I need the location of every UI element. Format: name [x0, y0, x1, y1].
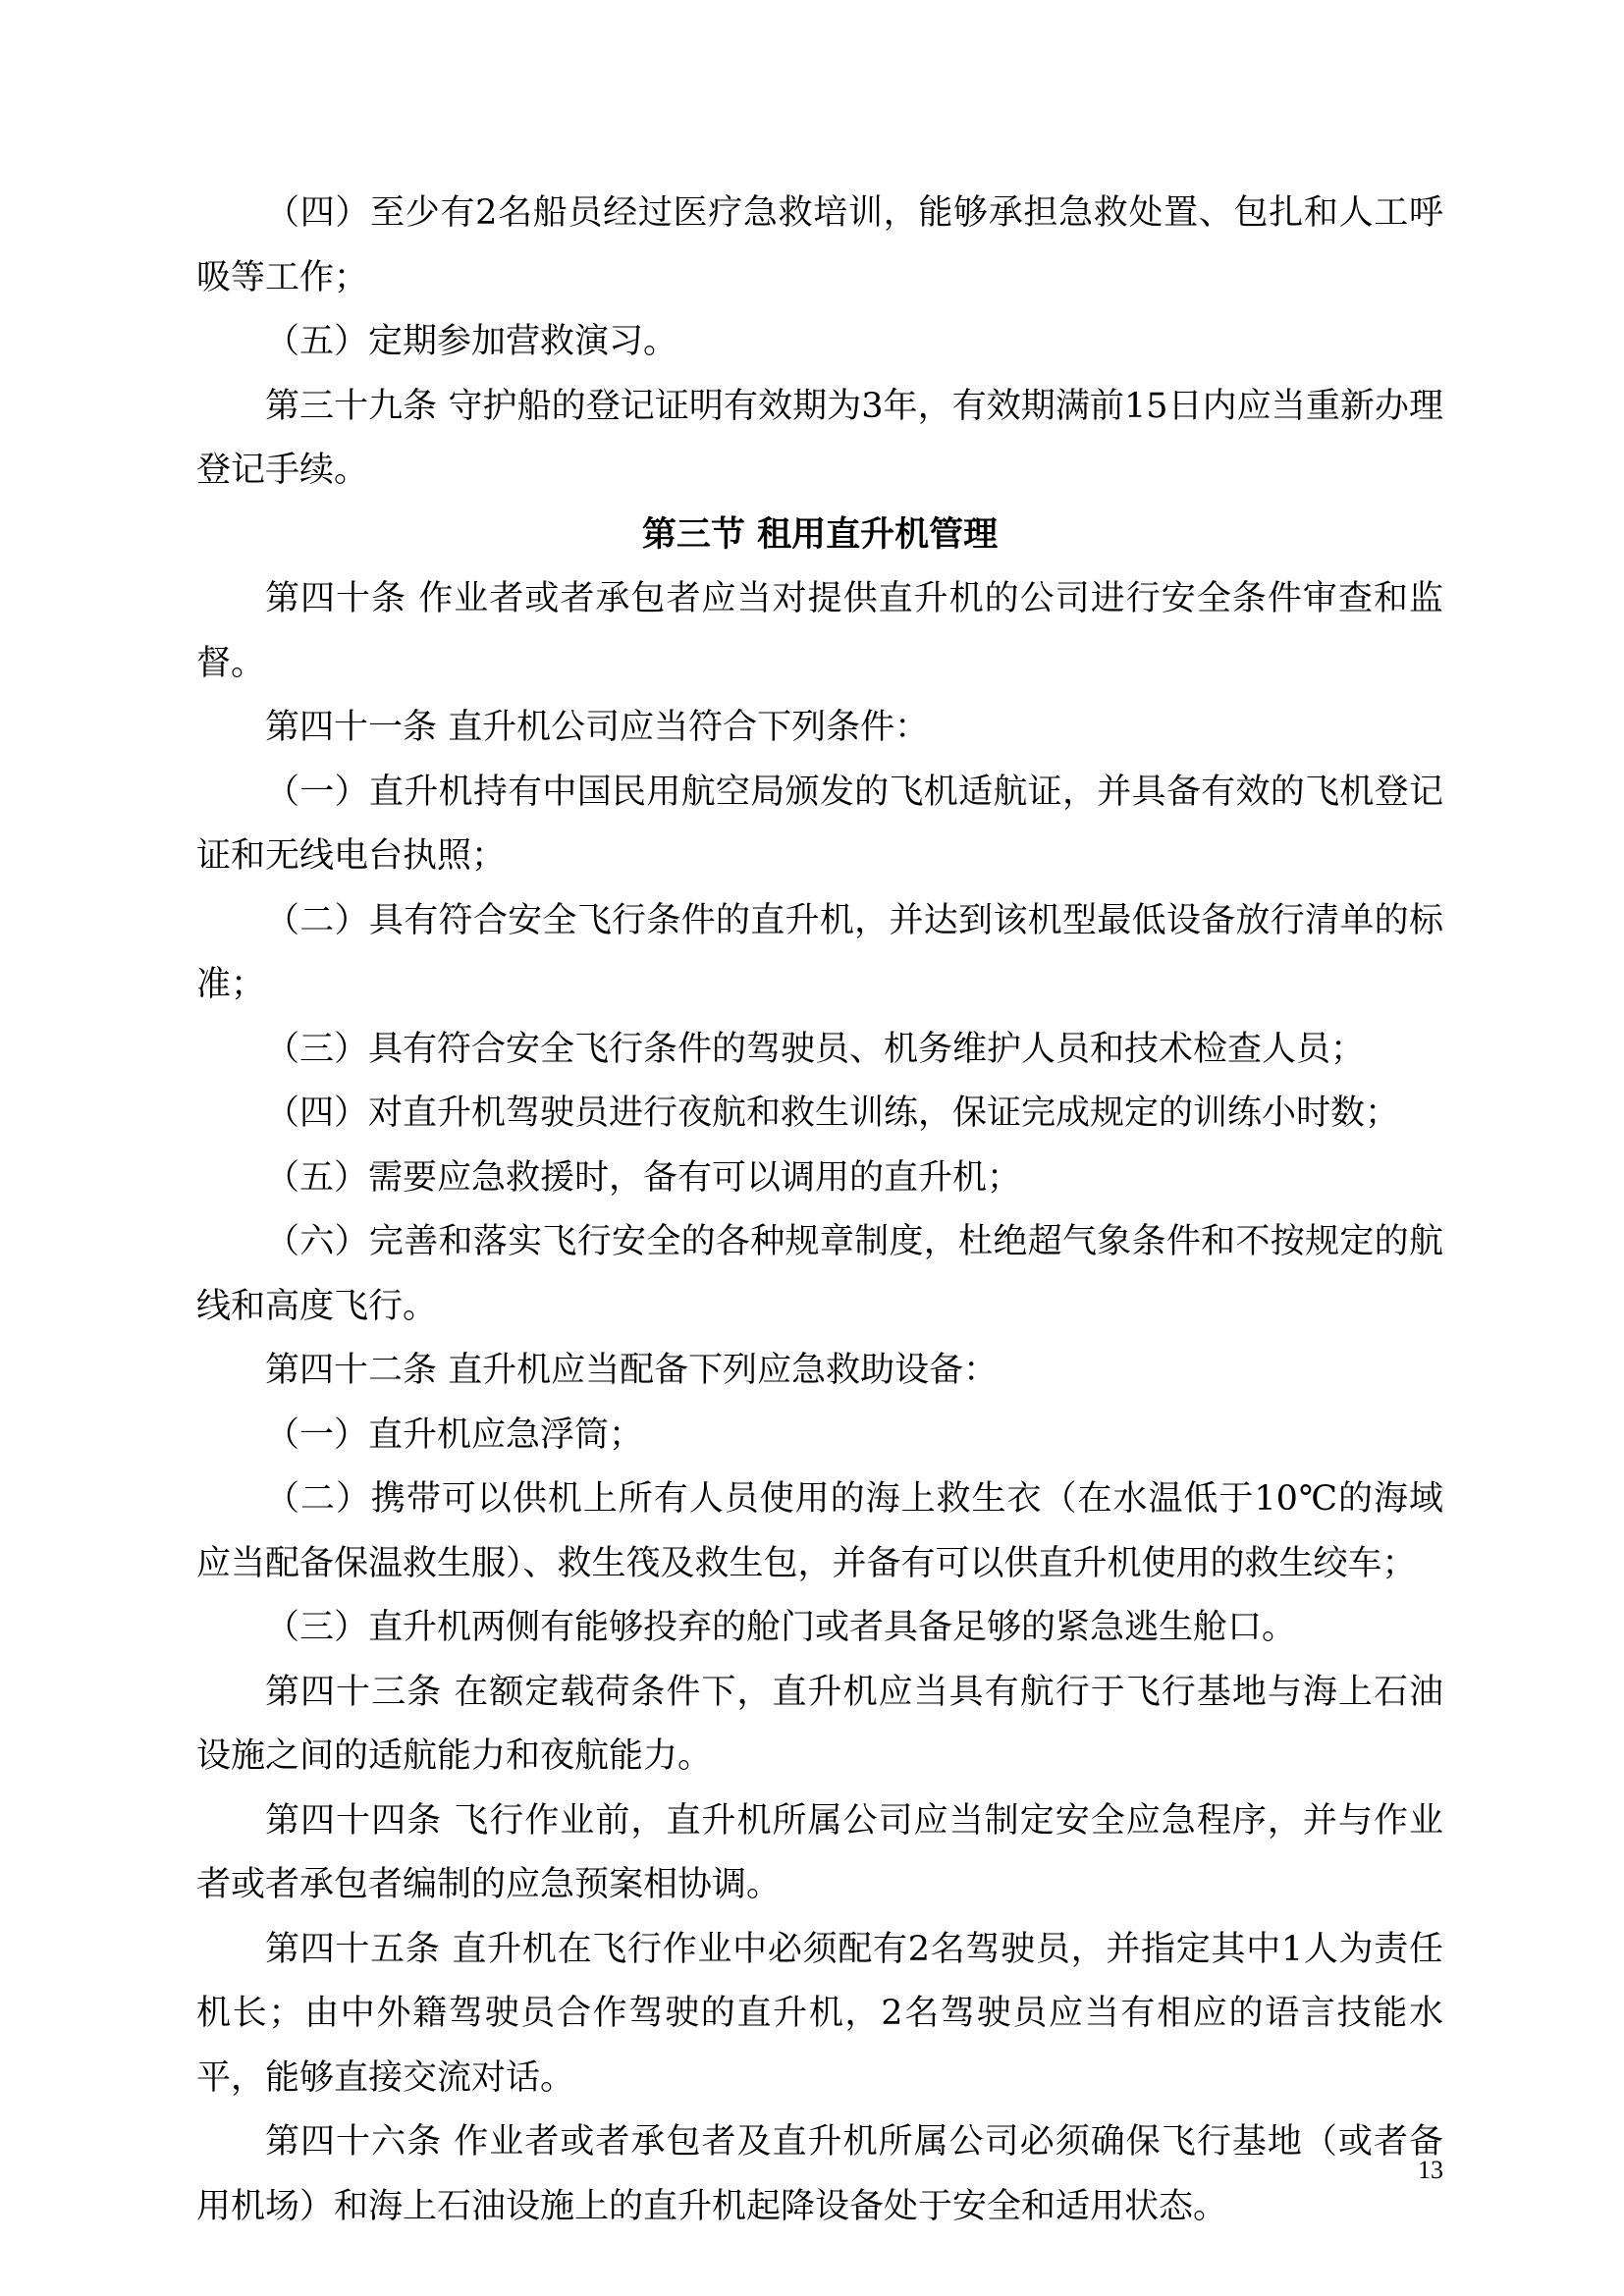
- paragraph-article-44: 第四十四条 飞行作业前，直升机所属公司应当制定安全应急程序，并与作业者或者承包者编制的应急预案相协调。: [196, 1800, 1443, 1904]
- paragraph-item-4-first-aid: （四）至少有2名船员经过医疗急救培训，能够承担急救处置、包扎和人工呼吸等工作；: [196, 193, 1443, 297]
- paragraph-article-41-item-5: （五）需要应急救援时，备有可以调用的直升机；: [265, 1157, 1022, 1198]
- section-heading: 第三节 租用直升机管理: [641, 514, 999, 555]
- paragraph-article-41-item-3: （三）具有符合安全飞行条件的驾驶员、机务维护人员和技术检查人员；: [265, 1029, 1366, 1069]
- document-body: [196, 182, 1443, 2239]
- paragraph-article-42-item-2: （二）携带可以供机上所有人员使用的海上救生衣（在水温低于10℃的海域应当配备保温救生服）、救生筏及救生包，并备有可以供直升机使用的救生绞车；: [196, 1479, 1443, 1583]
- paragraph-article-43: 第四十三条 在额定载荷条件下，直升机应当具有航行于飞行基地与海上石油设施之间的适航能力和夜航能力。: [196, 1672, 1443, 1776]
- paragraph-article-42-item-3: （三）直升机两侧有能够投弃的舱门或者具备足够的紧急逃生舱口。: [265, 1608, 1297, 1647]
- paragraph-article-41-item-6: （六）完善和落实飞行安全的各种规章制度，杜绝超气象条件和不按规定的航线和高度飞行。: [196, 1222, 1443, 1326]
- page-number: 13: [1418, 2156, 1443, 2184]
- paragraph-article-42-item-1: （一）直升机应急浮筒；: [265, 1415, 644, 1455]
- paragraph-article-41-item-4: （四）对直升机驾驶员进行夜航和救生训练，保证完成规定的训练小时数；: [265, 1094, 1400, 1133]
- paragraph-article-45: 第四十五条 直升机在飞行作业中必须配有2名驾驶员，并指定其中1人为责任机长；由中外籍驾驶员合作驾驶的直升机，2名驾驶员应当有相应的语言技能水平，能够直接交流对话。: [196, 1929, 1443, 2098]
- paragraph-item-5-drills: （五）定期参加营救演习。: [265, 322, 678, 361]
- paragraph-article-39: 第三十九条 守护船的登记证明有效期为3年，有效期满前15日内应当重新办理登记手续。: [196, 386, 1443, 490]
- paragraph-article-41: 第四十一条 直升机公司应当符合下列条件：: [265, 708, 930, 747]
- paragraph-article-40: 第四十条 作业者或者承包者应当对提供直升机的公司进行安全条件审查和监督。: [196, 579, 1443, 683]
- paragraph-article-41-item-2: （二）具有符合安全飞行条件的直升机，并达到该机型最低设备放行清单的标准；: [196, 900, 1443, 1004]
- paragraph-article-42: 第四十二条 直升机应当配备下列应急救助设备：: [265, 1351, 999, 1390]
- paragraph-article-41-item-1: （一）直升机持有中国民用航空局颁发的飞机适航证，并具备有效的飞机登记证和无线电台执照；: [196, 772, 1443, 876]
- paragraph-article-46: 第四十六条 作业者或者承包者及直升机所属公司必须确保飞行基地（或者备用机场）和海上石油设施上的直升机起降设备处于安全和适用状态。: [196, 2122, 1443, 2226]
